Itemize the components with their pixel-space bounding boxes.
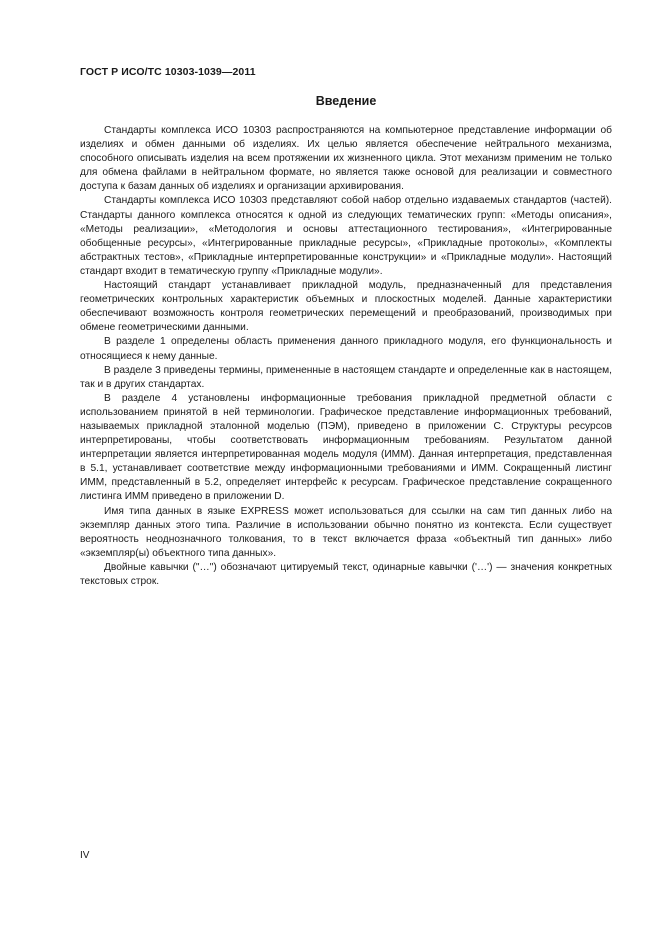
paragraph: В разделе 1 определены область применения данного прикладного модуля, его функциональность и относящиеся к нему данные. [80, 336, 612, 362]
body-text [80, 124, 612, 589]
paragraph: Двойные кавычки ("…") обозначают цитируемый текст, одинарные кавычки ('…') — значения конкретных текстовых строк. [80, 561, 612, 587]
paragraph: Стандарты комплекса ИСО 10303 распространяются на компьютерное представление информации об изделиях и обмен данными об изделиях. Их целью является обеспечение нейтрального механизма, способного описывать изделия на всем протяжении их жизненного цикла. Этот механизм применим не только для обмена файлами в нейтральном формате, но является также основой для реализации и совместного доступа к базам данных об изделиях и организации архивирования. [80, 125, 612, 193]
section-title: Введение [315, 94, 377, 108]
paragraph: Имя типа данных в языке EXPRESS может использоваться для ссылки на сам тип данных либо на экземпляр данных этого типа. Различие в использовании обычно понятно из контекста. Если существует вероятность неоднозначного толкования, то в текст включается фраза «объектный тип данных» либо «экземпляр(ы) объектного типа данных». [80, 505, 612, 559]
paragraph: Стандарты комплекса ИСО 10303 представляют собой набор отдельно издаваемых стандартов (частей). Стандарты данного комплекса относятся к одной из следующих тематических групп: «Методы описания», «Методы реализации», «Методология и основы аттестационного тестирования», «Интегрированные обобщенные ресурсы», «Интегрированные прикладные ресурсы», «Прикладные протоколы», «Комплекты абстрактных тестов», «Прикладные интерпретированные конструкции» и «Прикладные модули». Настоящий стандарт входит в тематическую группу «Прикладные модули». [80, 195, 612, 277]
paragraph: Настоящий стандарт устанавливает прикладной модуль, предназначенный для представления геометрических контрольных характеристик объемных и плоскостных моделей. Данные характеристики обеспечивают возможность контроля геометрических перемещений и преобразований, производимых при обмене геометрическими данными. [80, 280, 612, 334]
paragraph: В разделе 4 установлены информационные требования прикладной предметной области с использованием принятой в ней терминологии. Графическое представление информационных требований, называемых прикладной эталонной моделью (ПЭМ), приведено в приложении С. Структуры ресурсов интерпретированы, чтобы соответствовать информационным требованиям. Результатом данной интерпретации является интерпретированная модель модуля (ИММ). Данная интерпретация, представленная в 5.1, устанавливает соответствие между информационными требованиями и ИММ. Сокращенный листинг ИММ, представленный в 5.2, определяет интерфейс к ресурсам. Графическое представление сокращенного листинга ИММ приведено в приложении D. [80, 392, 612, 503]
document-code-header: ГОСТ Р ИСО/ТС 10303-1039—2011 [80, 66, 256, 78]
paragraph: В разделе 3 приведены термины, примененные в настоящем стандарте и определенные как в настоящем, так и в других стандартах. [80, 364, 612, 390]
page-number: IV [80, 850, 90, 861]
